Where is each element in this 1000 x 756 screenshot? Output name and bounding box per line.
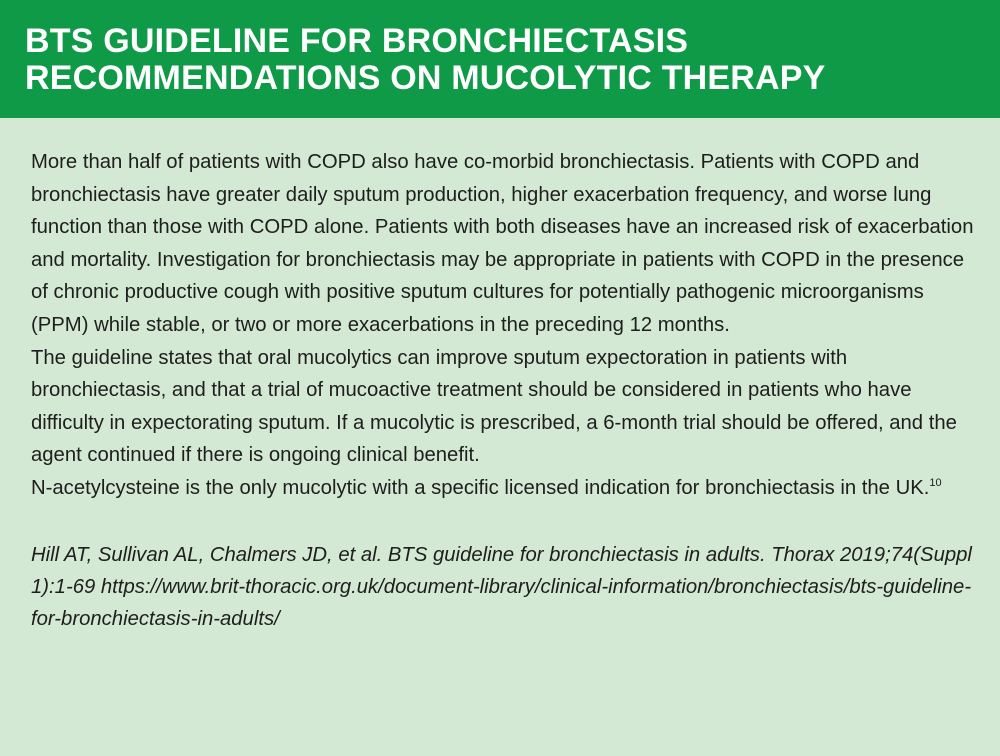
header-banner	[0, 0, 1000, 118]
paragraph-guideline: The guideline states that oral mucolytics can improve sputum expectoration in patients with bronchiectasis, and that a trial of mucoactive treatment should be considered in patients who have difficulty in expectorating sputum. If a mucolytic is prescribed, a 6-month trial should be offered, and the agent continued if there is ongoing clinical benefit.	[31, 346, 957, 467]
box-content	[0, 118, 1000, 635]
paragraph-copd: More than half of patients with COPD also have co-morbid bronchiectasis. Patients with COPD and bronchiectasis have greater daily sputum production, higher exacerbation frequency, and worse lung function than those with COPD alone. Patients with both diseases have an increased risk of exacerbation and mortality. Investigation for bronchiectasis may be appropriate in patients with COPD in the presence of chronic productive cough with positive sputum cultures for potentially pathogenic microorganisms (PPM) while stable, or two or more exacerbations in the preceding 12 months.	[31, 151, 974, 336]
paragraph-nac	[31, 472, 976, 505]
box-title	[25, 23, 1000, 97]
citation-superscript: 10	[929, 477, 942, 490]
title-line-1: BTS GUIDELINE FOR BRONCHIECTASIS	[25, 22, 689, 60]
reference-citation: Hill AT, Sullivan AL, Chalmers JD, et al. BTS guideline for bronchiectasis in adults. Thorax 2019;74(Suppl 1):1-69 https://www.brit-thoracic.org.uk/document-library/clinical-information/bronchiectasis/bts-guideline-for-bronchiectasis-in-adults/	[31, 543, 972, 630]
paragraph-nac-text: N-acetylcysteine is the only mucolytic with a specific licensed indication for bronchiectasis in the UK.	[31, 476, 930, 499]
title-line-2: RECOMMENDATIONS ON MUCOLYTIC THERAPY	[25, 59, 826, 97]
